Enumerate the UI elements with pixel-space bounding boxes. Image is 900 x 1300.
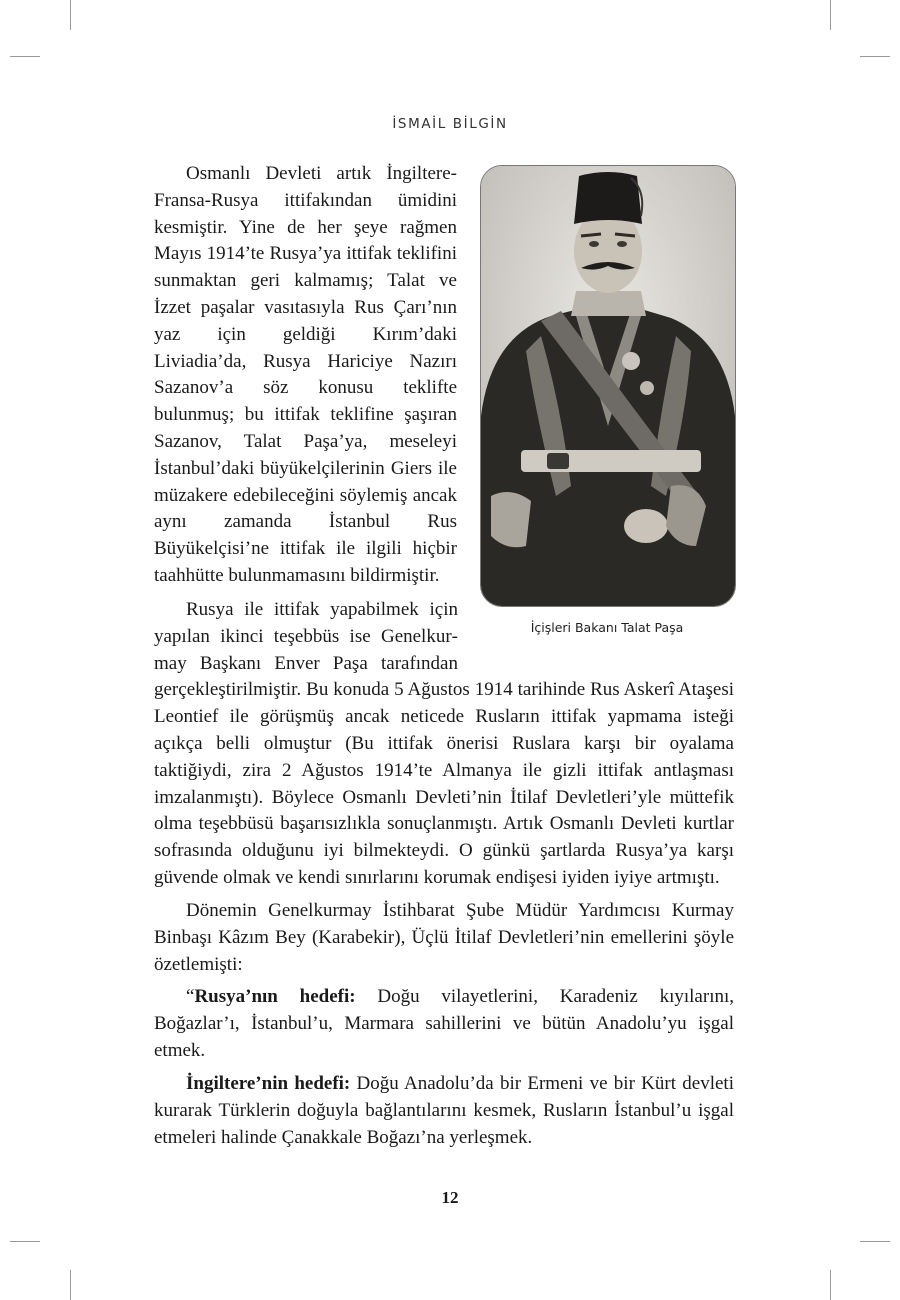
bold-label: Rusya’nın hedefi: <box>194 986 356 1007</box>
crop-mark <box>70 0 71 30</box>
crop-mark <box>860 56 890 57</box>
portrait-photo <box>480 165 736 607</box>
crop-mark <box>70 1270 71 1300</box>
crop-mark <box>830 0 831 30</box>
bold-label: İngiltere’nin hedefi: <box>186 1073 351 1094</box>
open-quote: “ <box>186 986 195 1007</box>
crop-mark <box>860 1241 890 1242</box>
quote-paragraph <box>154 984 734 1064</box>
crop-mark <box>10 56 40 57</box>
running-header: İSMAİL BİLGİN <box>392 116 508 132</box>
paragraph: Dönemin Genelkurmay İstihbarat Şube Müdür Yardımcısı Kurmay Binbaşı Kâzım Bey (Karabekir), Üçlü İtilaf Devletleri’nin emellerini şöyle özetlemişti: <box>154 900 734 975</box>
paragraph-text: Doğu Anadolu’da bir Ermeni ve bir Kürt devleti kurarak Türklerin doğuyla bağlantılarını kesmek, Rusların İstanbul’u işgal etmeleri halinde Çanakkale Boğazı’na yerleşmek. <box>154 1073 734 1148</box>
paragraph-text: Rusya ile ittifak yapabilmek için yapılan ikinci teşebbüs ise Genelkurmay Başkanı Enver Paşa tarafından gerçekleştirilmiştir. Bu konuda 5 Ağustos 1914 tarihinde Rus Askerî Ataşesi Leontief ile görüşmüş ancak neticede Rusların ittifak yapmama isteği açıkça belli olmuştur (Bu ittifak önerisi Ruslara karşı bir oyalama taktiğiydi, zira 2 Ağustos 1914’te Almanya ile gizli ittifak antlaşması imzalanmıştı). Böylece Osmanlı Devleti’nin İtilaf Devletleri’yle müttefik olma teşebbüsü başarısızlıkla sonuçlanmıştı. Artık Osmanlı Devleti kurtlar sofrasında olduğunu iyi bilmekteydi. O günkü şartlarda Rusya’ya karşı güvende olmak ve kendi sınırlarını korumak endişesi iyiden iyiye artmıştı. <box>154 599 734 888</box>
crop-mark <box>10 1241 40 1242</box>
quote-paragraph <box>154 1071 734 1151</box>
float-spacer <box>458 597 734 651</box>
paragraph-text: Doğu vilayetlerini, Karadeniz kıyılarını, Boğazlar’ı, İstanbul’u, Marmara sahillerini ve bütün Anadolu’yu işgal etmek. <box>154 986 735 1061</box>
page-number: 12 <box>441 1188 459 1207</box>
paragraph: Osmanlı Devleti artık İngiltere-Fransa-Rusya ittifakından ümidini kesmiştir. Yine de her şeye rağmen Mayıs 1914’te Rusya’ya ittifak teklifini sunmaktan geri kalmamış; Talat ve İzzet paşalar vasıtasıyla Rus Çarı’nın yaz için geldiği Kırım’daki Liviadia’da, Rusya Hariciye Nazırı Sazanov’a söz konusu teklifte bulunmuş; bu ittifak teklifine şaşıran Sazanov, Talat Paşa’ya, meseleyi İstanbul’daki büyükelçilerinin Giers ile müzakere edebileceğini söylemiş ancak aynı zamanda İstanbul Rus Büyükelçisi’ne ittifak ile ilgili hiçbir taahhütte bulunmamasını bildirmiştir. <box>154 163 457 586</box>
paragraph <box>154 597 734 892</box>
crop-mark <box>830 1270 831 1300</box>
figure-caption: İçişleri Bakanı Talat Paşa <box>530 620 684 635</box>
